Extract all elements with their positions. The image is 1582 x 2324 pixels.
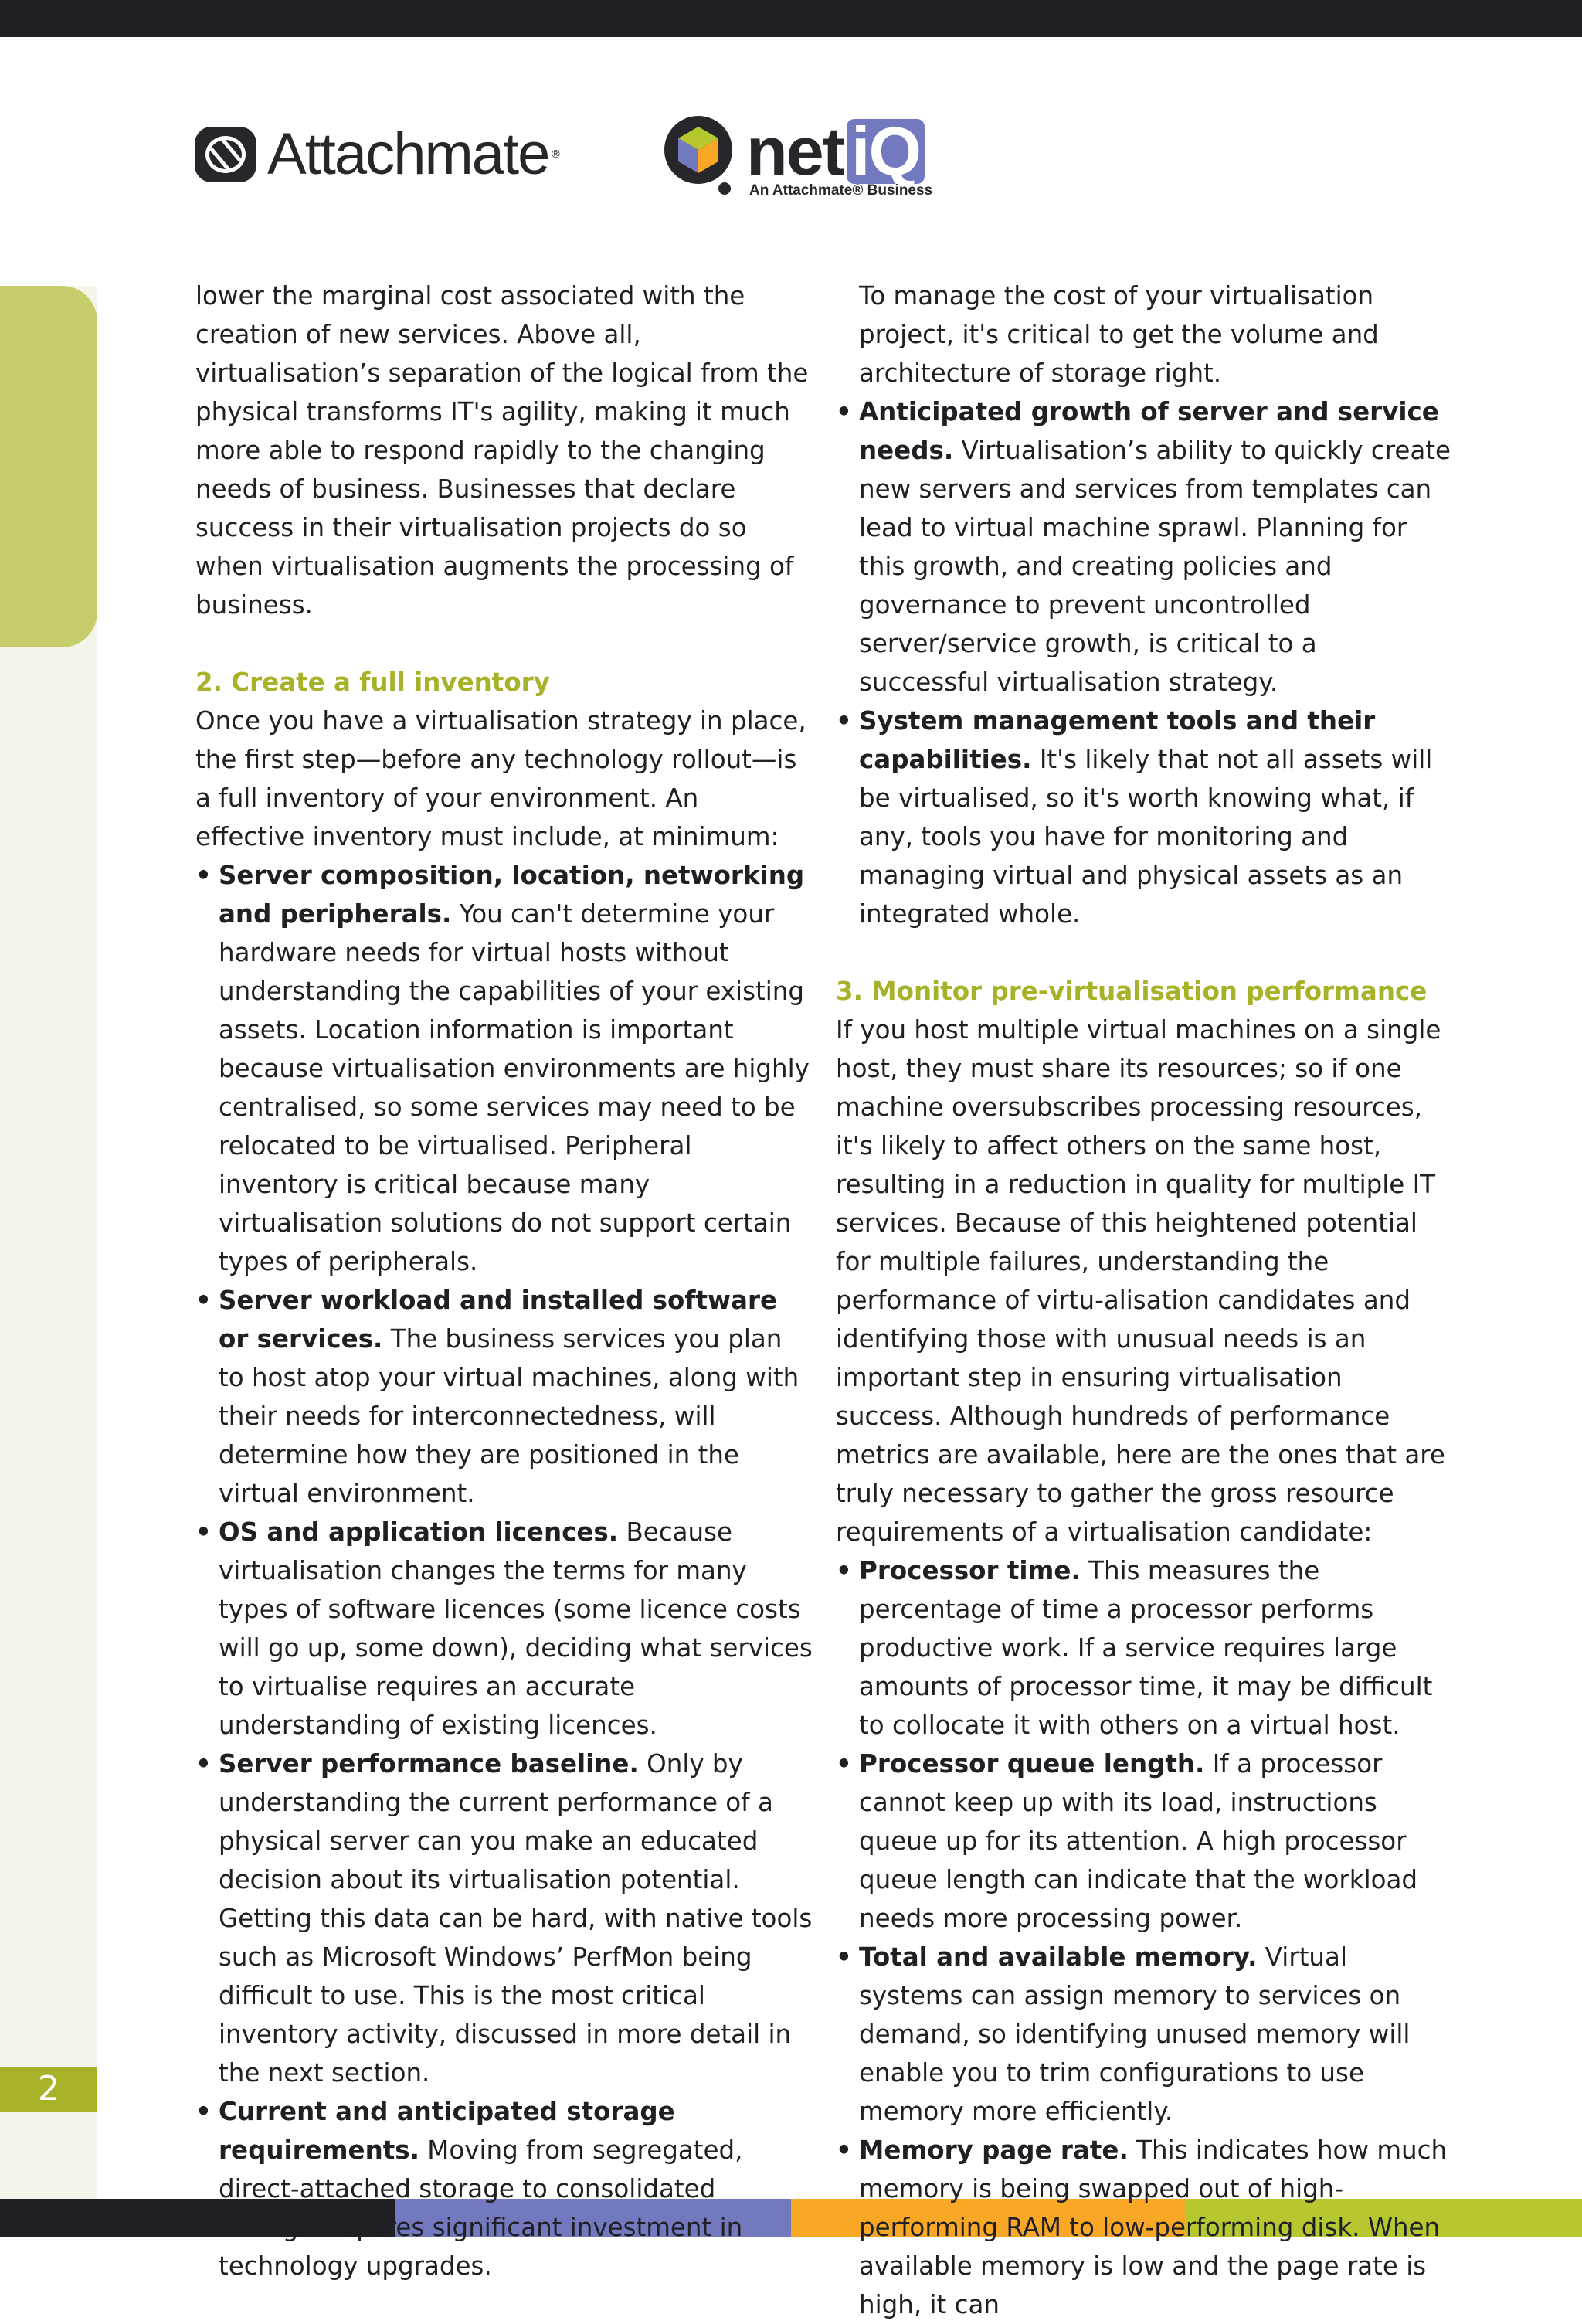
list-item	[836, 702, 1454, 933]
list-item	[195, 2092, 813, 2285]
right-column	[836, 277, 1454, 2324]
netiq-cube-icon	[663, 114, 737, 195]
section-heading-monitor: 3. Monitor pre-virtualisation performance	[836, 977, 1428, 1006]
list-item-text: This indicates how much memory is being swapped out of high-performing RAM to low-performing disk. When available memory is low and the page rate is high, it can	[859, 2135, 1448, 2319]
page-number: 2	[0, 2067, 97, 2112]
list-item-text: You can't determine your hardware needs for virtual hosts without understanding the capabilities of your existing assets. Location information is important because virtualisation environments are highly centralised, so some services may need to be relocated to be virtualised. Peripheral inventory is critical because many virtualisation solutions do not support certain types of peripherals.	[219, 899, 810, 1276]
list-item	[195, 856, 813, 1281]
list-item-text: Because virtualisation changes the terms for many types of software licences (some licence costs will go up, some down), deciding what services to virtualise requires an accurate understanding of existing licences.	[219, 1517, 813, 1740]
list-item	[836, 1551, 1454, 1745]
attachmate-logo	[195, 121, 562, 187]
list-item-title: Current and anticipated storage requirements.	[219, 2097, 675, 2165]
inventory-list-continued	[836, 392, 1454, 933]
netiq-logo-text	[746, 114, 925, 189]
list-item-title: Processor queue length.	[859, 1749, 1205, 1779]
list-item-title: Processor time.	[859, 1556, 1081, 1585]
top-bar	[0, 0, 1582, 37]
list-item	[836, 1745, 1454, 1938]
list-item-title: Server workload and installed software or services.	[219, 1286, 778, 1354]
list-item-title: OS and application licences.	[219, 1517, 619, 1547]
list-item-text: This measures the percentage of time a processor performs productive work. If a service requires large amounts of processor time, it may be difficult to collocate it with others on a virtual host.	[859, 1556, 1433, 1740]
list-item-title: System management tools and their capabilities.	[859, 706, 1376, 774]
attachmate-registered-mark: ®	[550, 148, 562, 161]
list-item	[836, 1938, 1454, 2131]
list-item	[836, 392, 1454, 702]
list-item	[195, 1513, 813, 1745]
storage-continuation: To manage the cost of your virtualisation project, it's critical to get the volume and architecture of storage right.	[859, 281, 1379, 388]
attachmate-logo-icon	[195, 127, 256, 182]
list-item-text: Only by understanding the current performance of a physical server can you make an educated decision about its virtualisation potential. Getting this data can be hard, with native tools such as Microsoft Windows’ PerfMon being difficult to use. This is the most critical inventory activity, discussed in more detail in the next section.	[219, 1749, 813, 2088]
inventory-paragraph: Once you have a virtualisation strategy in place, the first step—before any technology rollout—is a full inventory of your environment. An effective inventory must include, at minimum:	[195, 706, 806, 851]
list-item-text: Moving from segregated, direct-attached storage to consolidated storage requires significant investment in technology upgrades.	[219, 2135, 743, 2281]
spacer	[195, 624, 813, 663]
list-item-title: Server composition, location, networking and peripherals.	[219, 861, 805, 929]
section-heading-inventory: 2. Create a full inventory	[195, 668, 550, 697]
netiq-tagline: An Attachmate® Business	[749, 182, 933, 199]
spacer	[836, 933, 1454, 972]
inventory-list	[195, 856, 813, 2285]
list-item-title: Memory page rate.	[859, 2135, 1129, 2165]
monitor-paragraph: If you host multiple virtual machines on a single host, they must share its resources; so if one machine oversubscribes processing resources, it's likely to affect others on the same host, resulting in a reduction in quality for multiple IT services. Because of this heightened potential for multiple failures, understanding the performance of virtu-alisation candidates and identifying those with unusual needs is an important step in ensuring virtualisation success. Although hundreds of performance metrics are available, here are the ones that are truly necessary to gather the gross resource requirements of a virtualisation candidate:	[836, 1015, 1445, 1547]
metrics-list	[836, 1551, 1454, 2324]
attachmate-logo-text: Attachmate	[267, 121, 549, 187]
list-item-text: If a processor cannot keep up with its load, instructions queue up for its attention. A high processor queue length can indicate that the workload needs more processing power.	[859, 1749, 1418, 1933]
side-tab	[0, 286, 97, 647]
list-item	[836, 2131, 1454, 2324]
list-item-text: It's likely that not all assets will be virtualised, so it's worth knowing what, if any, tools you have for monitoring and managing virtual and physical assets as an integrated whole.	[859, 745, 1433, 929]
left-column	[195, 277, 813, 2285]
list-item	[195, 1281, 813, 1513]
list-item	[195, 1745, 813, 2092]
list-item-text: The business services you plan to host atop your virtual machines, along with their needs for interconnectedness, will determine how they are positioned in the virtual environment.	[219, 1324, 799, 1508]
netiq-net: net	[746, 113, 844, 189]
netiq-logo	[663, 114, 941, 201]
netiq-iq: iQ	[847, 119, 925, 184]
left-intro-paragraph: lower the marginal cost associated with the creation of new services. Above all, virtualisation’s separation of the logical from the physical transforms IT's agility, making it much more able to respond rapidly to the changing needs of business. Businesses that declare success in their virtualisation projects do so when virtualisation augments the processing of business.	[195, 281, 809, 620]
list-item-text: Virtualisation’s ability to quickly create new servers and services from templates can lead to virtual machine sprawl. Planning for this growth, and creating policies and governance to prevent uncontrolled server/service growth, is critical to a successful virtualisation strategy.	[859, 436, 1451, 697]
list-item-title: Server performance baseline.	[219, 1749, 639, 1779]
list-item-title: Total and available memory.	[859, 1942, 1258, 1972]
list-item-text: Virtual systems can assign memory to services on demand, so identifying unused memory will enable you to trim configurations to use memory more efficiently.	[859, 1942, 1411, 2126]
list-item-title: Anticipated growth of server and service needs.	[859, 397, 1439, 465]
